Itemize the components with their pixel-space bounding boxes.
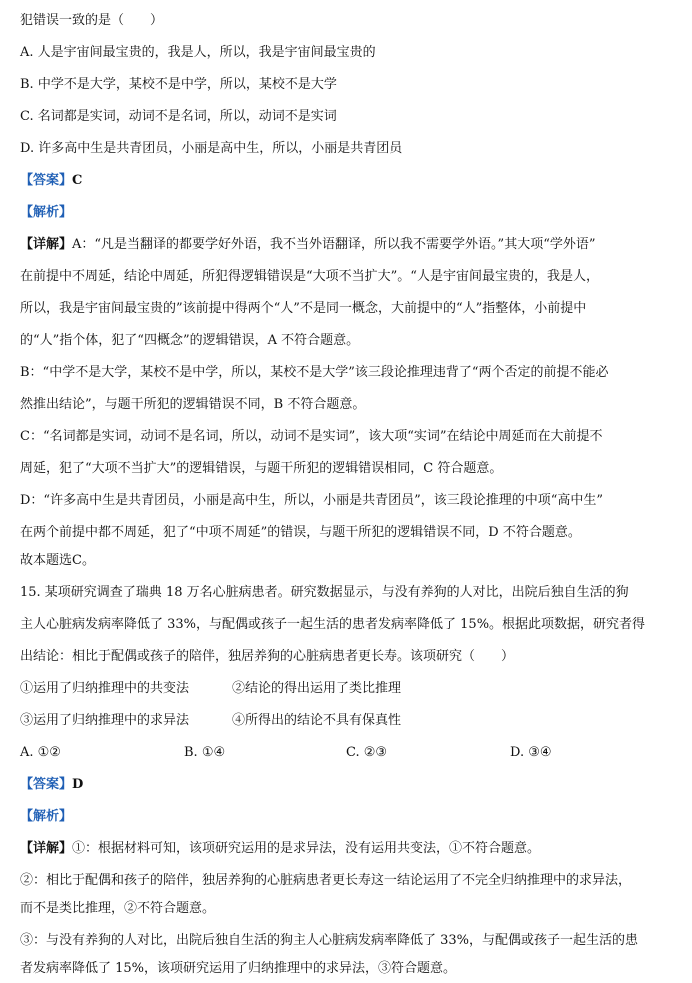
detail-line: 者发病率降低了 15%，该项研究运用了归纳推理中的求异法，③符合题意。 <box>20 961 457 976</box>
question-stem-tail: 犯错误一致的是（ ） <box>20 13 164 28</box>
detail-line: 在前提中不周延，结论中周延，所犯得逻辑错误是“大项不当扩大”。“人是宇宙间最宝贵的，我是人， <box>20 269 599 284</box>
answer-tag: 【答案】 <box>20 173 73 188</box>
answer-row <box>20 776 83 794</box>
detail-line: 的“人”指个体，犯了“四概念”的逻辑错误，A 不符合题意。 <box>20 333 360 348</box>
question-stem-line: 主人心脏病发病率降低了 33%，与配偶或孩子一起生活的患者发病率降低了 15%。根据此项数据，研究者得 <box>20 617 646 632</box>
statement-3: ③运用了归纳推理中的求异法 <box>20 713 190 728</box>
detail-line: 周延，犯了“大项不当扩大”的逻辑错误，与题干所犯的逻辑错误相同，C 符合题意。 <box>20 461 503 476</box>
detail-text: ①：根据材料可知，该项研究运用的是求异法，没有运用共变法，①不符合题意。 <box>72 841 541 856</box>
detail-line <box>20 840 540 858</box>
analysis-row <box>20 204 72 222</box>
detail-line: 所以，我是宇宙间最宝贵的”该前提中得两个“人”不是同一概念，大前提中的“人”指整体，小前提中 <box>20 301 587 316</box>
detail-line: C：“名词都是实词，动词不是名词，所以，动词不是实词”，该大项“实词”在结论中周延而在大前提不 <box>20 429 603 444</box>
detail-text: A：“凡是当翻译的都要学好外语，我不当外语翻译，所以我不需要学外语。”其大项“学外语” <box>72 237 596 252</box>
detail-line: D：“许多高中生是共青团员，小丽是高中生，所以，小丽是共青团员”，该三段论推理的中项“高中生” <box>20 493 604 508</box>
choice-b: B. ①④ <box>184 745 226 760</box>
analysis-tag: 【解析】 <box>20 809 73 824</box>
detail-line: ③：与没有养狗的人对比，出院后独自生活的狗主人心脏病发病率降低了 33%，与配偶或孩子一起生活的患 <box>20 933 639 948</box>
answer-row <box>20 172 82 190</box>
answer-value: D <box>72 777 84 792</box>
choice-c: C. ②③ <box>346 745 388 760</box>
answer-tag: 【答案】 <box>20 777 73 792</box>
statement-4: ④所得出的结论不具有保真性 <box>232 713 402 728</box>
choice-d: D. ③④ <box>510 745 552 760</box>
choice-a: A. ①② <box>20 745 61 760</box>
question-stem-line: 出结论：相比于配偶或孩子的陪伴，独居养狗的心脏病患者更长寿。该项研究（ ） <box>20 649 515 664</box>
detail-line: 然推出结论”，与题干所犯的逻辑错误不同，B 不符合题意。 <box>20 397 366 412</box>
question-stem-line: 15. 某项研究调查了瑞典 18 万名心脏病患者。研究数据显示，与没有养狗的人对比，出院后独自生活的狗 <box>20 585 629 600</box>
analysis-tag: 【解析】 <box>20 205 73 220</box>
option-b: B. 中学不是大学，某校不是中学，所以，某校不是大学 <box>20 77 337 92</box>
detail-tag: 【详解】 <box>20 841 73 856</box>
detail-line: 而不是类比推理，②不符合题意。 <box>20 901 216 916</box>
option-c: C. 名词都是实词，动词不是名词，所以，动词不是实词 <box>20 109 337 124</box>
detail-line: ②：相比于配偶和孩子的陪伴，独居养狗的心脏病患者更长寿这一结论运用了不完全归纳推理中的求异法， <box>20 873 632 888</box>
conclusion-line: 故本题选C。 <box>20 553 95 568</box>
analysis-row <box>20 808 72 826</box>
detail-line: B：“中学不是大学，某校不是中学，所以，某校不是大学”该三段论推理违背了“两个否定的前提不能必 <box>20 365 609 380</box>
option-d: D. 许多高中生是共青团员，小丽是高中生，所以，小丽是共青团员 <box>20 141 403 156</box>
detail-line: 在两个前提中都不周延，犯了“中项不周延”的错误，与题干所犯的逻辑错误不同，D 不符合题意。 <box>20 525 581 540</box>
statement-2: ②结论的得出运用了类比推理 <box>232 681 402 696</box>
option-a: A. 人是宇宙间最宝贵的，我是人，所以，我是宇宙间最宝贵的 <box>20 45 376 60</box>
answer-value: C <box>72 173 83 188</box>
statement-1: ①运用了归纳推理中的共变法 <box>20 681 190 696</box>
detail-line <box>20 236 596 254</box>
detail-tag: 【详解】 <box>20 237 73 252</box>
